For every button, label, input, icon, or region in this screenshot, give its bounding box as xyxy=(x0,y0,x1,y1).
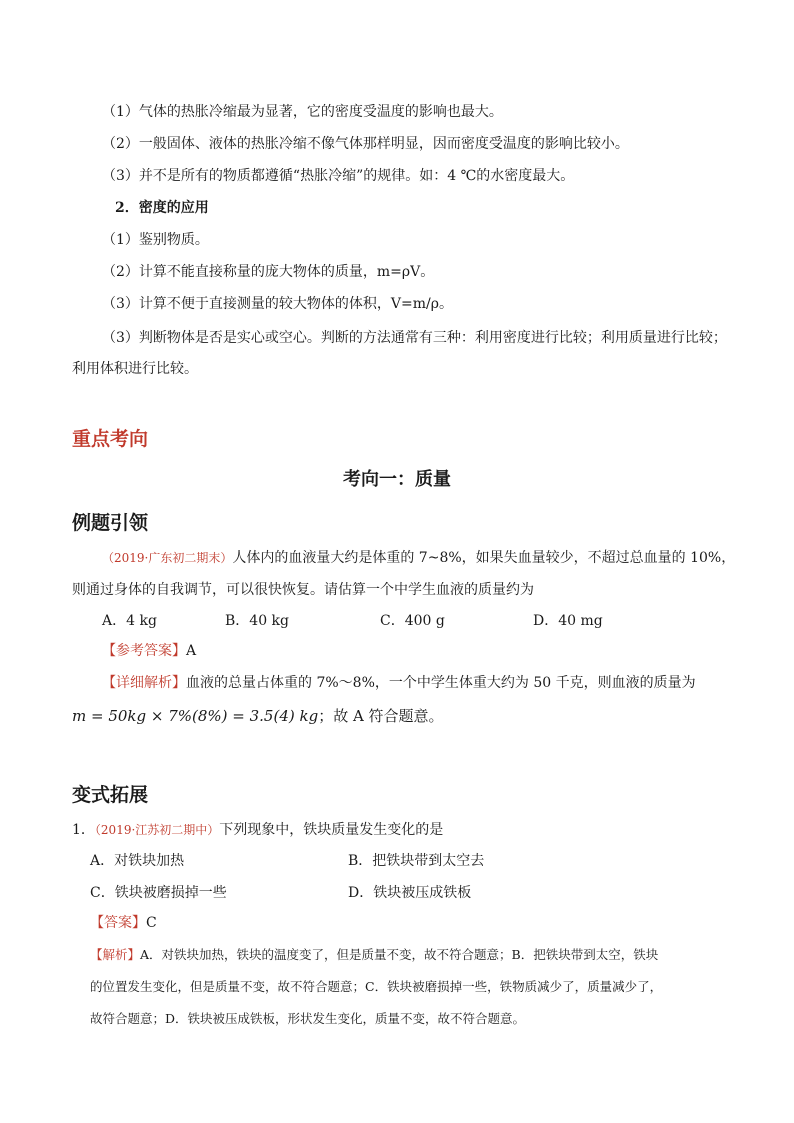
example-option-a: A．4 kg xyxy=(102,613,157,629)
variant-analysis-text: A．对铁块加热，铁块的温度变了，但是质量不变，故不符合题意；B．把铁块带到太空，铁块 xyxy=(140,947,659,962)
example-analysis-text: 血液的总量占体重的 7%～8%，一个中学生体重大约为 50 千克，则血液的质量为 xyxy=(186,675,696,691)
variant-option-a: A．对铁块加热 xyxy=(90,853,185,869)
variant-answer-tag: 【答案】 xyxy=(90,915,146,931)
example-answer xyxy=(102,641,196,661)
example-option-d: D．40 mg xyxy=(533,613,603,629)
paragraph-water-exception: （3）并不是所有的物质都遵循“热胀冷缩”的规律。如：4 ℃的水密度最大。 xyxy=(102,168,575,184)
paragraph-compute-mass: （2）计算不能直接称量的庞大物体的质量，m=ρV。 xyxy=(102,264,435,280)
example-analysis-line1 xyxy=(102,673,696,693)
variant-option-d: D．铁块被压成铁板 xyxy=(348,885,472,901)
variant-answer-value: C xyxy=(146,915,157,931)
variant-analysis-line3: 故符合题意；D．铁块被压成铁板，形状发生变化，质量不变，故不符合题意。 xyxy=(90,1011,526,1026)
example-answer-value: A xyxy=(186,643,197,659)
subheading-density-application: 2．密度的应用 xyxy=(115,200,209,216)
variant-analysis-tag: 【解析】 xyxy=(90,947,141,962)
example-analysis-line2 xyxy=(72,706,444,726)
paragraph-compute-volume: （3）计算不便于直接测量的较大物体的体积，V=m/ρ。 xyxy=(102,296,453,312)
example-question-text: 人体内的血液量大约是体重的 7~8%，如果失血量较少，不超过总血量的 10%， xyxy=(232,550,736,566)
paragraph-gas-expansion: （1）气体的热胀冷缩最为显著，它的密度受温度的影响也最大。 xyxy=(102,104,503,120)
variant-question-text: 下列现象中，铁块质量发生变化的是 xyxy=(219,822,444,838)
variant-number: 1． xyxy=(72,822,95,838)
example-option-b: B．40 kg xyxy=(225,613,289,629)
section-heading-variant: 变式拓展 xyxy=(72,784,149,806)
example-source: （2019·广东初二期末） xyxy=(102,551,233,565)
section-heading-key-directions: 重点考向 xyxy=(72,428,149,450)
paragraph-hollow-solid-line2: 利用体积进行比较。 xyxy=(72,361,198,377)
example-formula: m = 50kg × 7%(8%) = 3.5(4) kg xyxy=(72,707,319,725)
variant-option-b: B．把铁块带到太空去 xyxy=(348,853,485,869)
variant-question xyxy=(72,820,443,840)
topic-title: 考向一：质量 xyxy=(343,469,451,490)
example-analysis-tag: 【详细解析】 xyxy=(102,675,186,691)
paragraph-solid-liquid-expansion: （2）一般固体、液体的热胀冷缩不像气体那样明显，因而密度受温度的影响比较小。 xyxy=(102,136,629,152)
variant-analysis-line1 xyxy=(90,945,658,965)
example-answer-tag: 【参考答案】 xyxy=(102,643,186,659)
variant-source: （2019·江苏初二期中） xyxy=(94,823,220,837)
variant-option-c: C．铁块被磨损掉一些 xyxy=(90,885,227,901)
variant-analysis-line2: 的位置发生变化，但是质量不变，故不符合题意；C．铁块被磨损掉一些，铁物质减少了，质量减少了， xyxy=(90,979,663,994)
example-question-line2: 则通过身体的自我调节，可以很快恢复。请估算一个中学生血液的质量约为 xyxy=(72,582,534,598)
variant-answer xyxy=(90,913,157,933)
example-question-line1 xyxy=(102,548,735,568)
paragraph-identify-substance: （1）鉴别物质。 xyxy=(102,232,209,248)
example-analysis-tail: ；故 A 符合题意。 xyxy=(318,707,444,725)
paragraph-hollow-solid-line1: （3）判断物体是否是实心或空心。判断的方法通常有三种：利用密度进行比较；利用质量进行比较； xyxy=(102,330,727,346)
section-heading-example: 例题引领 xyxy=(72,512,149,534)
example-option-c: C．400 g xyxy=(380,613,445,629)
